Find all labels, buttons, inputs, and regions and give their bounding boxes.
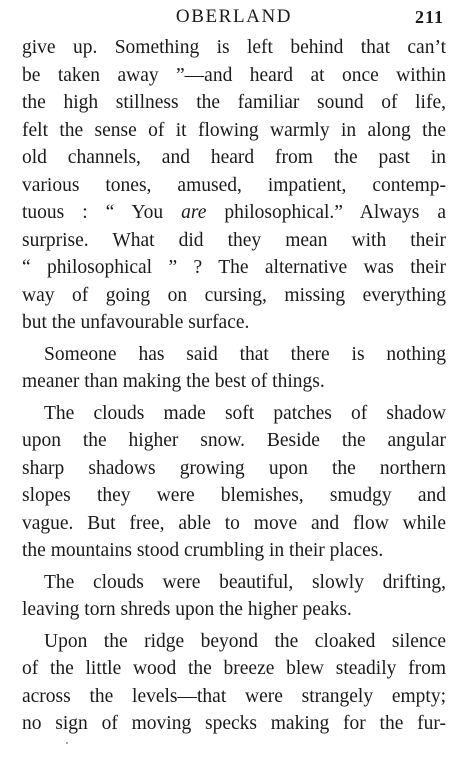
text-line: The clouds were beautiful, slowly drifting, xyxy=(44,571,446,593)
text-line: sharp shadows growing upon the northern xyxy=(22,457,446,479)
body-text xyxy=(22,34,446,738)
text-line: “ philosophical ” ? The alternative was their xyxy=(22,257,446,278)
text-line: give up. Something is left behind that can’t xyxy=(22,37,446,58)
page-number: 211 xyxy=(414,7,444,27)
text-line: the high stillness the familiar sound of life, xyxy=(22,92,446,113)
text-line: vague. But free, able to move and flow while xyxy=(22,512,446,534)
text-line: felt the sense of it flowing warmly in along the xyxy=(22,119,446,141)
text-line: various tones, amused, impatient, contemp- xyxy=(22,174,446,196)
text-line: but the unfavourable surface. xyxy=(22,312,250,333)
text-line: of the little wood the breeze blew steadily from xyxy=(22,658,446,679)
text-line: Upon the ridge beyond the cloaked silence xyxy=(44,630,446,652)
running-head xyxy=(22,4,446,30)
text-line: no sign of moving specks making for the fur- xyxy=(22,713,446,734)
text-line: across the levels—that were strangely empty; xyxy=(22,685,446,707)
text-line: surprise. What did they mean with their xyxy=(22,229,446,251)
print-speck xyxy=(66,742,68,744)
text-line: leaving torn shreds upon the higher peaks. xyxy=(22,599,352,620)
text-line: be taken away ”—and heard at once within xyxy=(22,64,446,86)
text-line: upon the higher snow. Beside the angular xyxy=(22,430,446,451)
text-line: way of going on cursing, missing everything xyxy=(22,284,446,306)
text-line: meaner than making the best of things. xyxy=(22,371,325,392)
text-line: Someone has said that there is nothing xyxy=(44,343,446,365)
paragraph xyxy=(22,341,446,396)
emphasis: are xyxy=(181,202,207,223)
text-line: tuous : “ You are philosophical.” Always a xyxy=(22,202,446,223)
text-line: slopes they were blemishes, smudgy and xyxy=(22,485,446,506)
running-title: OBERLAND xyxy=(175,6,293,27)
paragraph xyxy=(22,400,446,565)
paragraph xyxy=(22,569,446,624)
text-line: The clouds made soft patches of shadow xyxy=(44,402,446,424)
paragraph xyxy=(22,628,446,738)
paragraph xyxy=(22,34,446,337)
text-line: old channels, and heard from the past in xyxy=(22,147,446,168)
text-line: the mountains stood crumbling in their places. xyxy=(22,540,384,561)
